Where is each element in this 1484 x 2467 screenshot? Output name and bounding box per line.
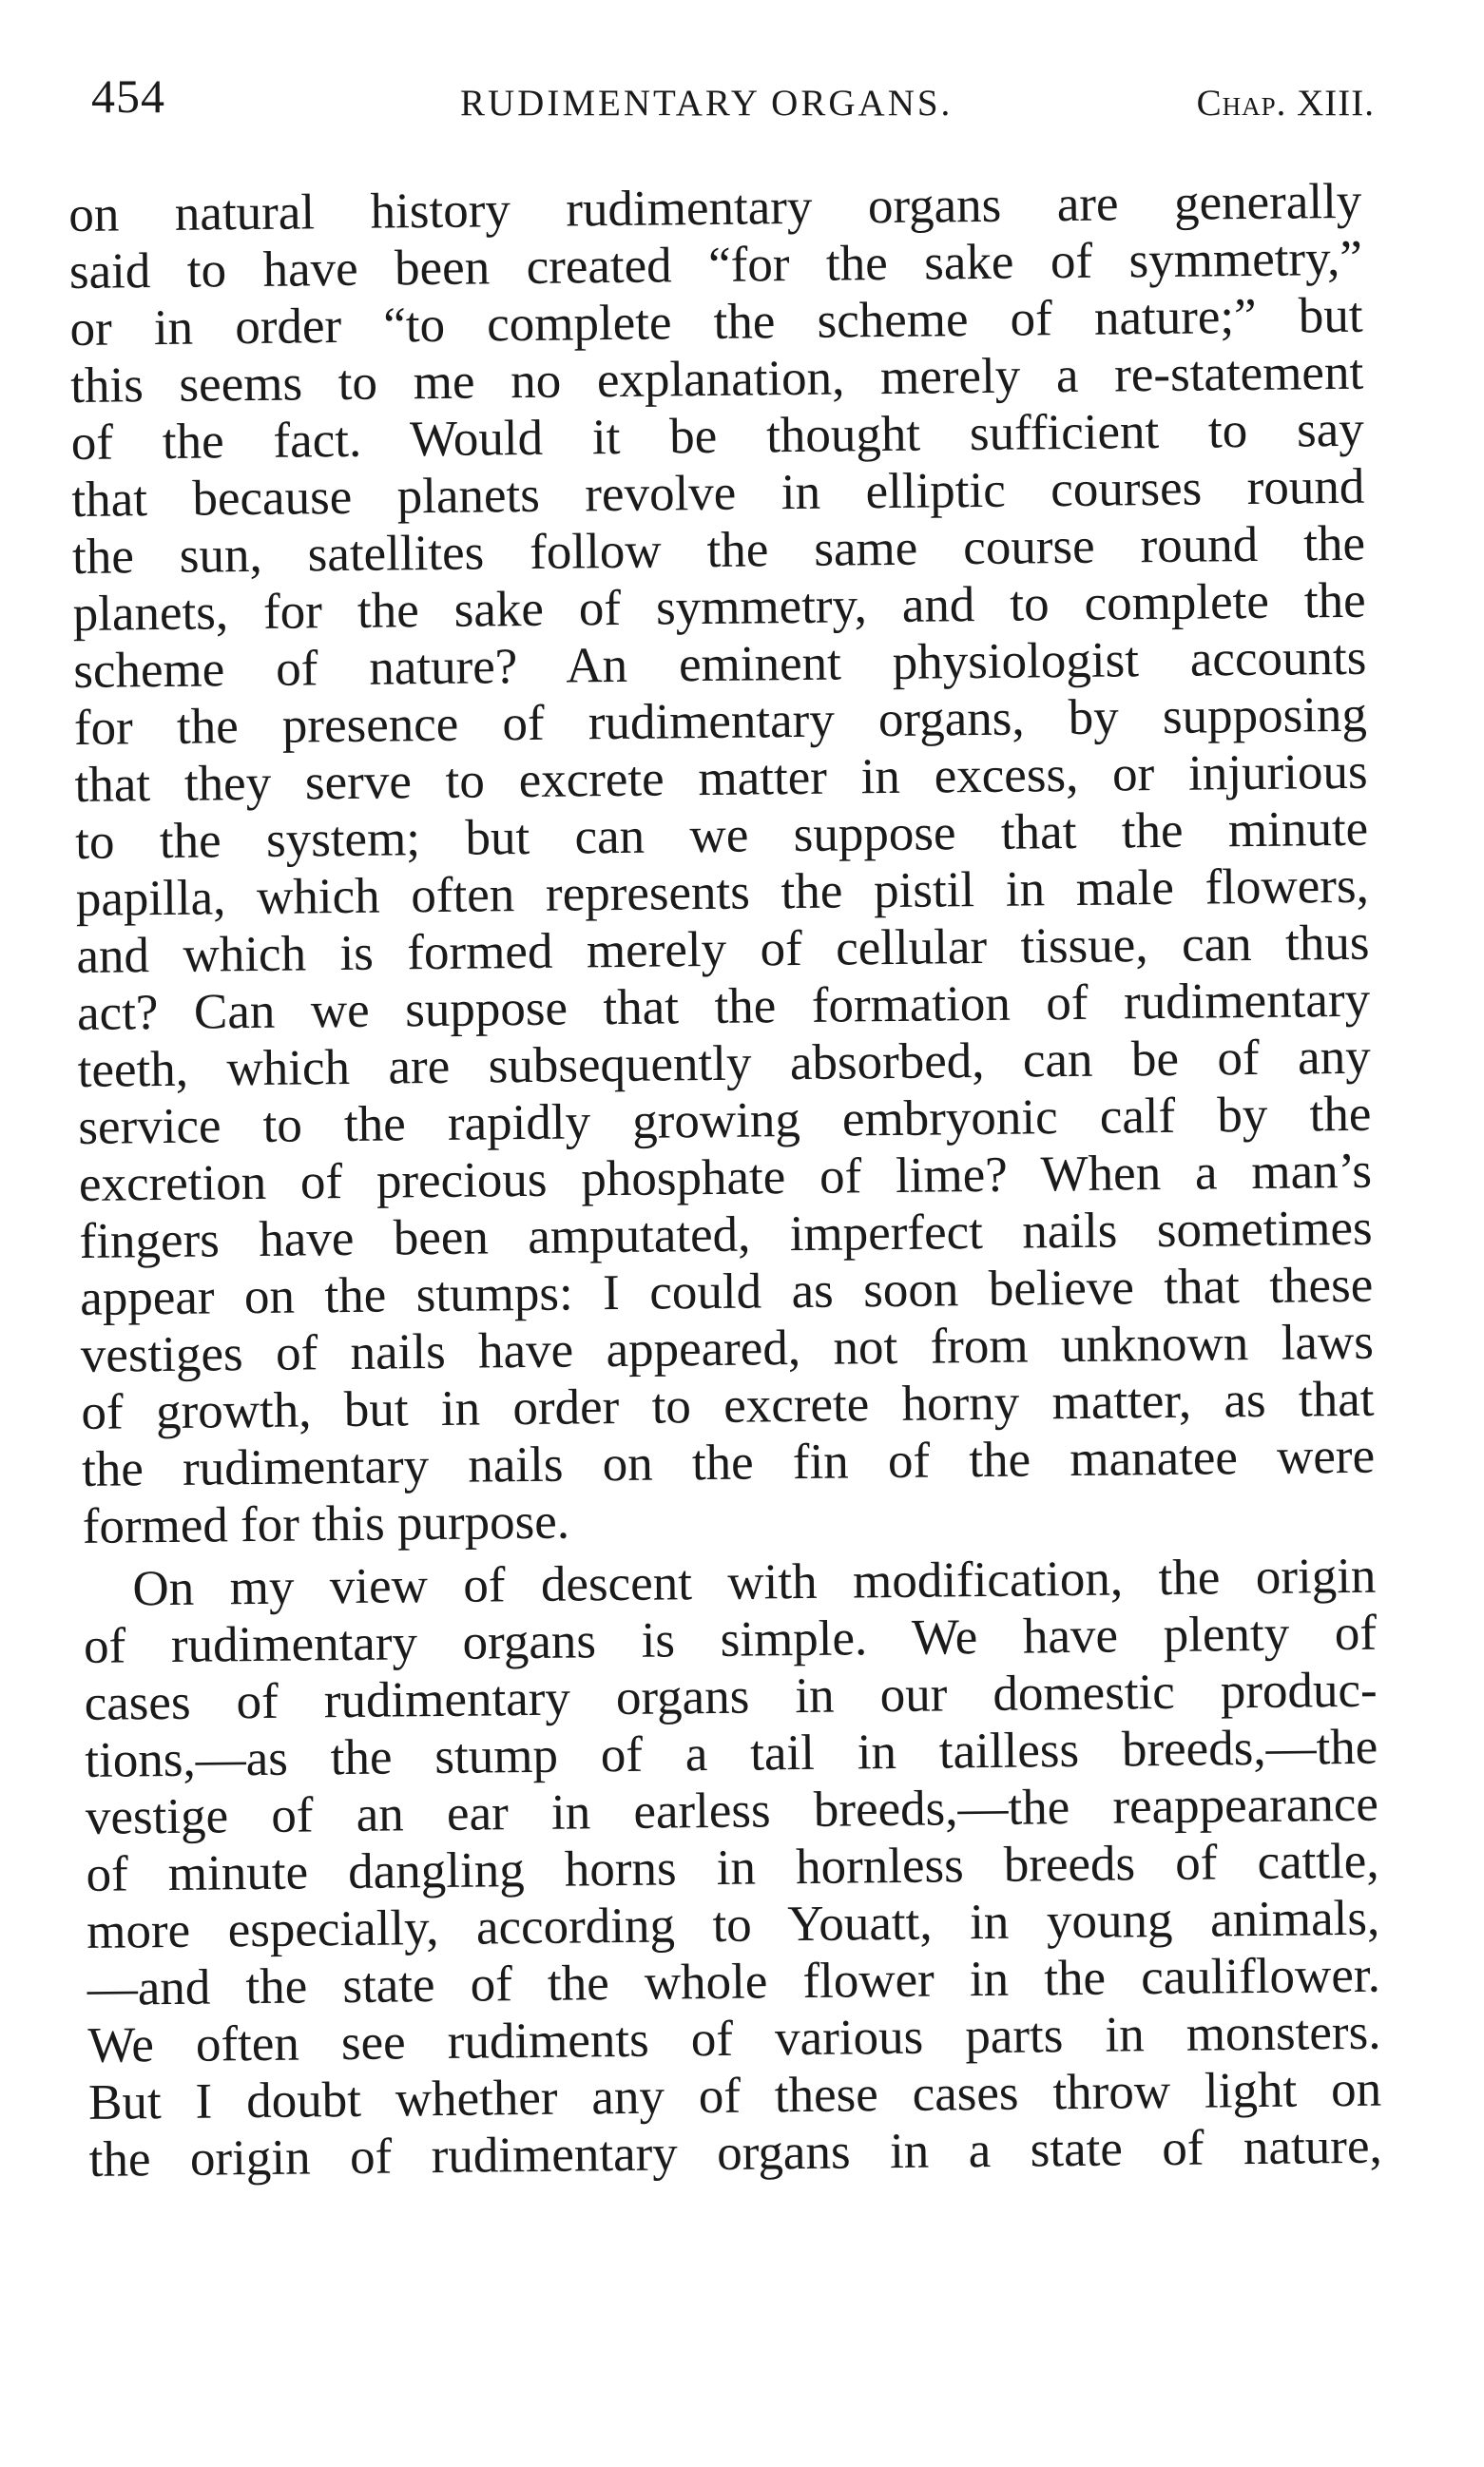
text-line: for the presence of rudimentary organs, by supposing xyxy=(73,686,1368,756)
text-line: On my view of descent with modification, the origin xyxy=(132,1548,1377,1617)
body-text xyxy=(68,173,1385,2439)
text-line: tions,—as the stump of a tail in tailless breeds,—the xyxy=(85,1719,1378,1788)
text-line: this seems to me no explanation, merely a re-statement xyxy=(69,344,1364,414)
text-line: that because planets revolve in elliptic courses round xyxy=(71,458,1365,528)
chapter-label: Chap. XIII. xyxy=(1196,83,1375,124)
text-line: scheme of nature? An eminent physiologist accounts xyxy=(73,629,1367,699)
text-line: the sun, satellites follow the same course round the xyxy=(71,515,1366,585)
text-line: cases of rudimentary organs in our domestic produc- xyxy=(84,1662,1378,1731)
text-line: fingers have been amputated, imperfect nails sometimes xyxy=(79,1200,1373,1269)
page-number: 454 xyxy=(91,69,165,123)
text-line: of the fact. Would it be thought sufficient to say xyxy=(70,401,1365,471)
text-line: papilla, which often represents the pistil in male flowers, xyxy=(75,858,1370,927)
text-line: vestiges of nails have appeared, not from unknown laws xyxy=(80,1314,1375,1383)
text-line: on natural history rudimentary organs are generally xyxy=(68,173,1362,242)
text-line: said to have been created “for the sake of symmetry,” xyxy=(68,230,1363,299)
text-line: service to the rapidly growing embryonic calf by the xyxy=(78,1086,1372,1155)
text-line: to the system; but can we suppose that the minute xyxy=(74,800,1369,870)
text-line: —and the state of the whole flower in the cauliflower. xyxy=(87,1947,1381,2016)
running-title: RUDIMENTARY ORGANS. xyxy=(460,83,954,124)
text-line: more especially, according to Youatt, in young animals, xyxy=(86,1890,1380,1959)
text-line: planets, for the sake of symmetry, and to complete the xyxy=(72,572,1366,642)
text-line: But I doubt whether any of these cases throw light on xyxy=(87,2061,1382,2130)
text-line: and which is formed merely of cellular tissue, can thus xyxy=(76,915,1370,984)
text-line: of growth, but in order to excrete horny matter, as that xyxy=(81,1371,1375,1440)
text-line: vestige of an ear in earless breeds,—the reappearance xyxy=(85,1776,1379,1845)
text-line: that they serve to excrete matter in excess, or injurious xyxy=(74,743,1368,813)
text-line: the origin of rudimentary organs in a state of nature, xyxy=(88,2118,1382,2188)
running-head xyxy=(91,68,1375,135)
text-line: of rudimentary organs is simple. We have plenty of xyxy=(83,1605,1378,1674)
text-line: formed for this purpose. xyxy=(82,1494,570,1554)
text-line: the rudimentary nails on the fin of the manatee were xyxy=(81,1428,1376,1497)
text-line: or in order “to complete the scheme of nature;” but xyxy=(69,287,1363,357)
text-line: teeth, which are subsequently absorbed, can be of any xyxy=(77,1029,1371,1098)
text-line: excretion of precious phosphate of lime? When a man’s xyxy=(78,1143,1373,1212)
text-line: act? Can we suppose that the formation of rudimentary xyxy=(76,972,1371,1041)
paragraph-1 xyxy=(68,173,1376,1554)
text-line: appear on the stumps: I could as soon believe that these xyxy=(79,1257,1374,1326)
text-line: of minute dangling horns in hornless breeds of cattle, xyxy=(86,1833,1379,1902)
text-line: We often see rudiments of various parts in monsters. xyxy=(87,2004,1381,2073)
